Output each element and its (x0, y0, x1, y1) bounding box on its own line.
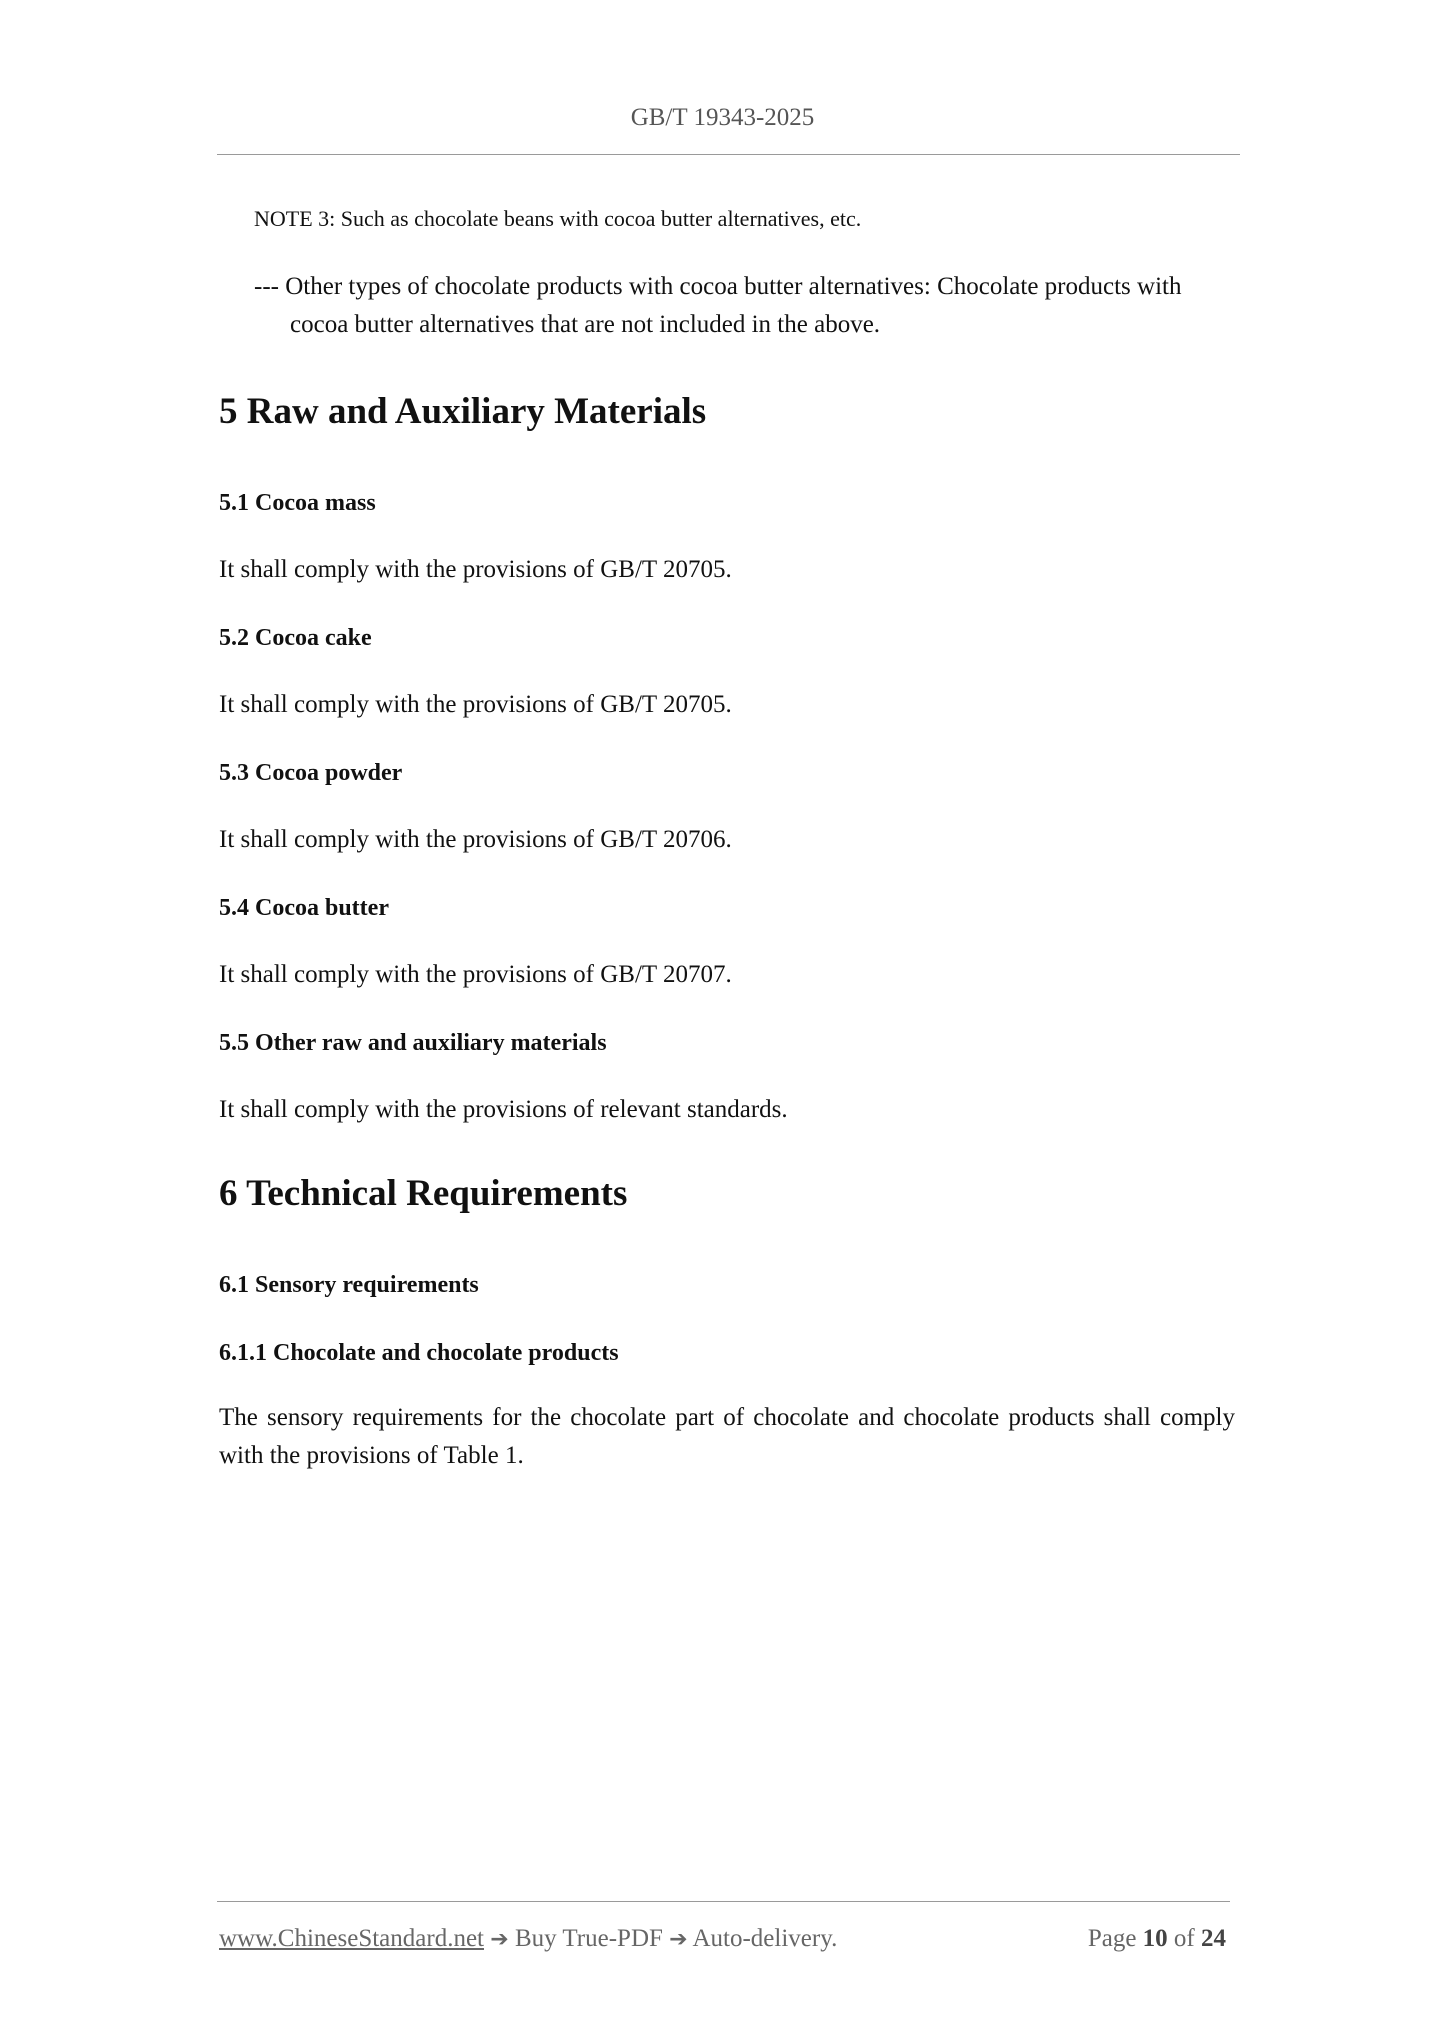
section-5-title: 5 Raw and Auxiliary Materials (219, 391, 707, 432)
site-link[interactable]: www.ChineseStandard.net (219, 1925, 484, 1952)
section-6-title: 6 Technical Requirements (219, 1173, 628, 1214)
header-divider (217, 154, 1240, 155)
buy-true-pdf-text: Buy True-PDF (514, 1925, 663, 1952)
subsection-5-1-heading: 5.1 Cocoa mass (219, 490, 376, 516)
dash-item-line-1: --- Other types of chocolate products with cocoa butter alternatives: Chocolate products with (254, 273, 1182, 300)
document-code-header: GB/T 19343-2025 (630, 104, 815, 131)
footer-promo (219, 1924, 837, 1955)
subsection-5-2-heading: 5.2 Cocoa cake (219, 625, 372, 651)
subsection-5-5-heading: 5.5 Other raw and auxiliary materials (219, 1030, 607, 1056)
page-number: 10 (1142, 1925, 1168, 1952)
right-arrow-icon: ➔ (490, 1927, 509, 1952)
subsection-5-2-text: It shall comply with the provisions of GB/T 20705. (219, 691, 732, 718)
subsection-5-3-heading: 5.3 Cocoa powder (219, 760, 403, 786)
subsection-6-1-1-heading: 6.1.1 Chocolate and chocolate products (219, 1340, 619, 1366)
of-label: of (1173, 1925, 1195, 1952)
note-3: NOTE 3: Such as chocolate beans with cocoa butter alternatives, etc. (254, 206, 862, 231)
subsection-5-5-text: It shall comply with the provisions of relevant standards. (219, 1096, 788, 1123)
right-arrow-icon: ➔ (669, 1927, 688, 1952)
subsection-5-3-text: It shall comply with the provisions of GB/T 20706. (219, 826, 732, 853)
auto-delivery-text: Auto-delivery. (692, 1925, 838, 1952)
page-label: Page (1087, 1925, 1137, 1952)
subsection-5-4-heading: 5.4 Cocoa butter (219, 895, 389, 921)
dash-list-item (254, 268, 1240, 344)
subsection-5-1-text: It shall comply with the provisions of GB/T 20705. (219, 556, 732, 583)
dash-item-line-2: cocoa butter alternatives that are not included in the above. (290, 311, 881, 338)
subsection-5-4-text: It shall comply with the provisions of GB/T 20707. (219, 961, 732, 988)
footer-divider (217, 1901, 1230, 1902)
subsection-6-1-heading: 6.1 Sensory requirements (219, 1272, 479, 1298)
total-pages: 24 (1201, 1925, 1226, 1952)
subsection-6-1-1-text: The sensory requirements for the chocolate part of chocolate and chocolate products shall comply with the provisions of Table 1. (219, 1404, 1235, 1469)
page-indicator (1088, 1924, 1226, 1954)
